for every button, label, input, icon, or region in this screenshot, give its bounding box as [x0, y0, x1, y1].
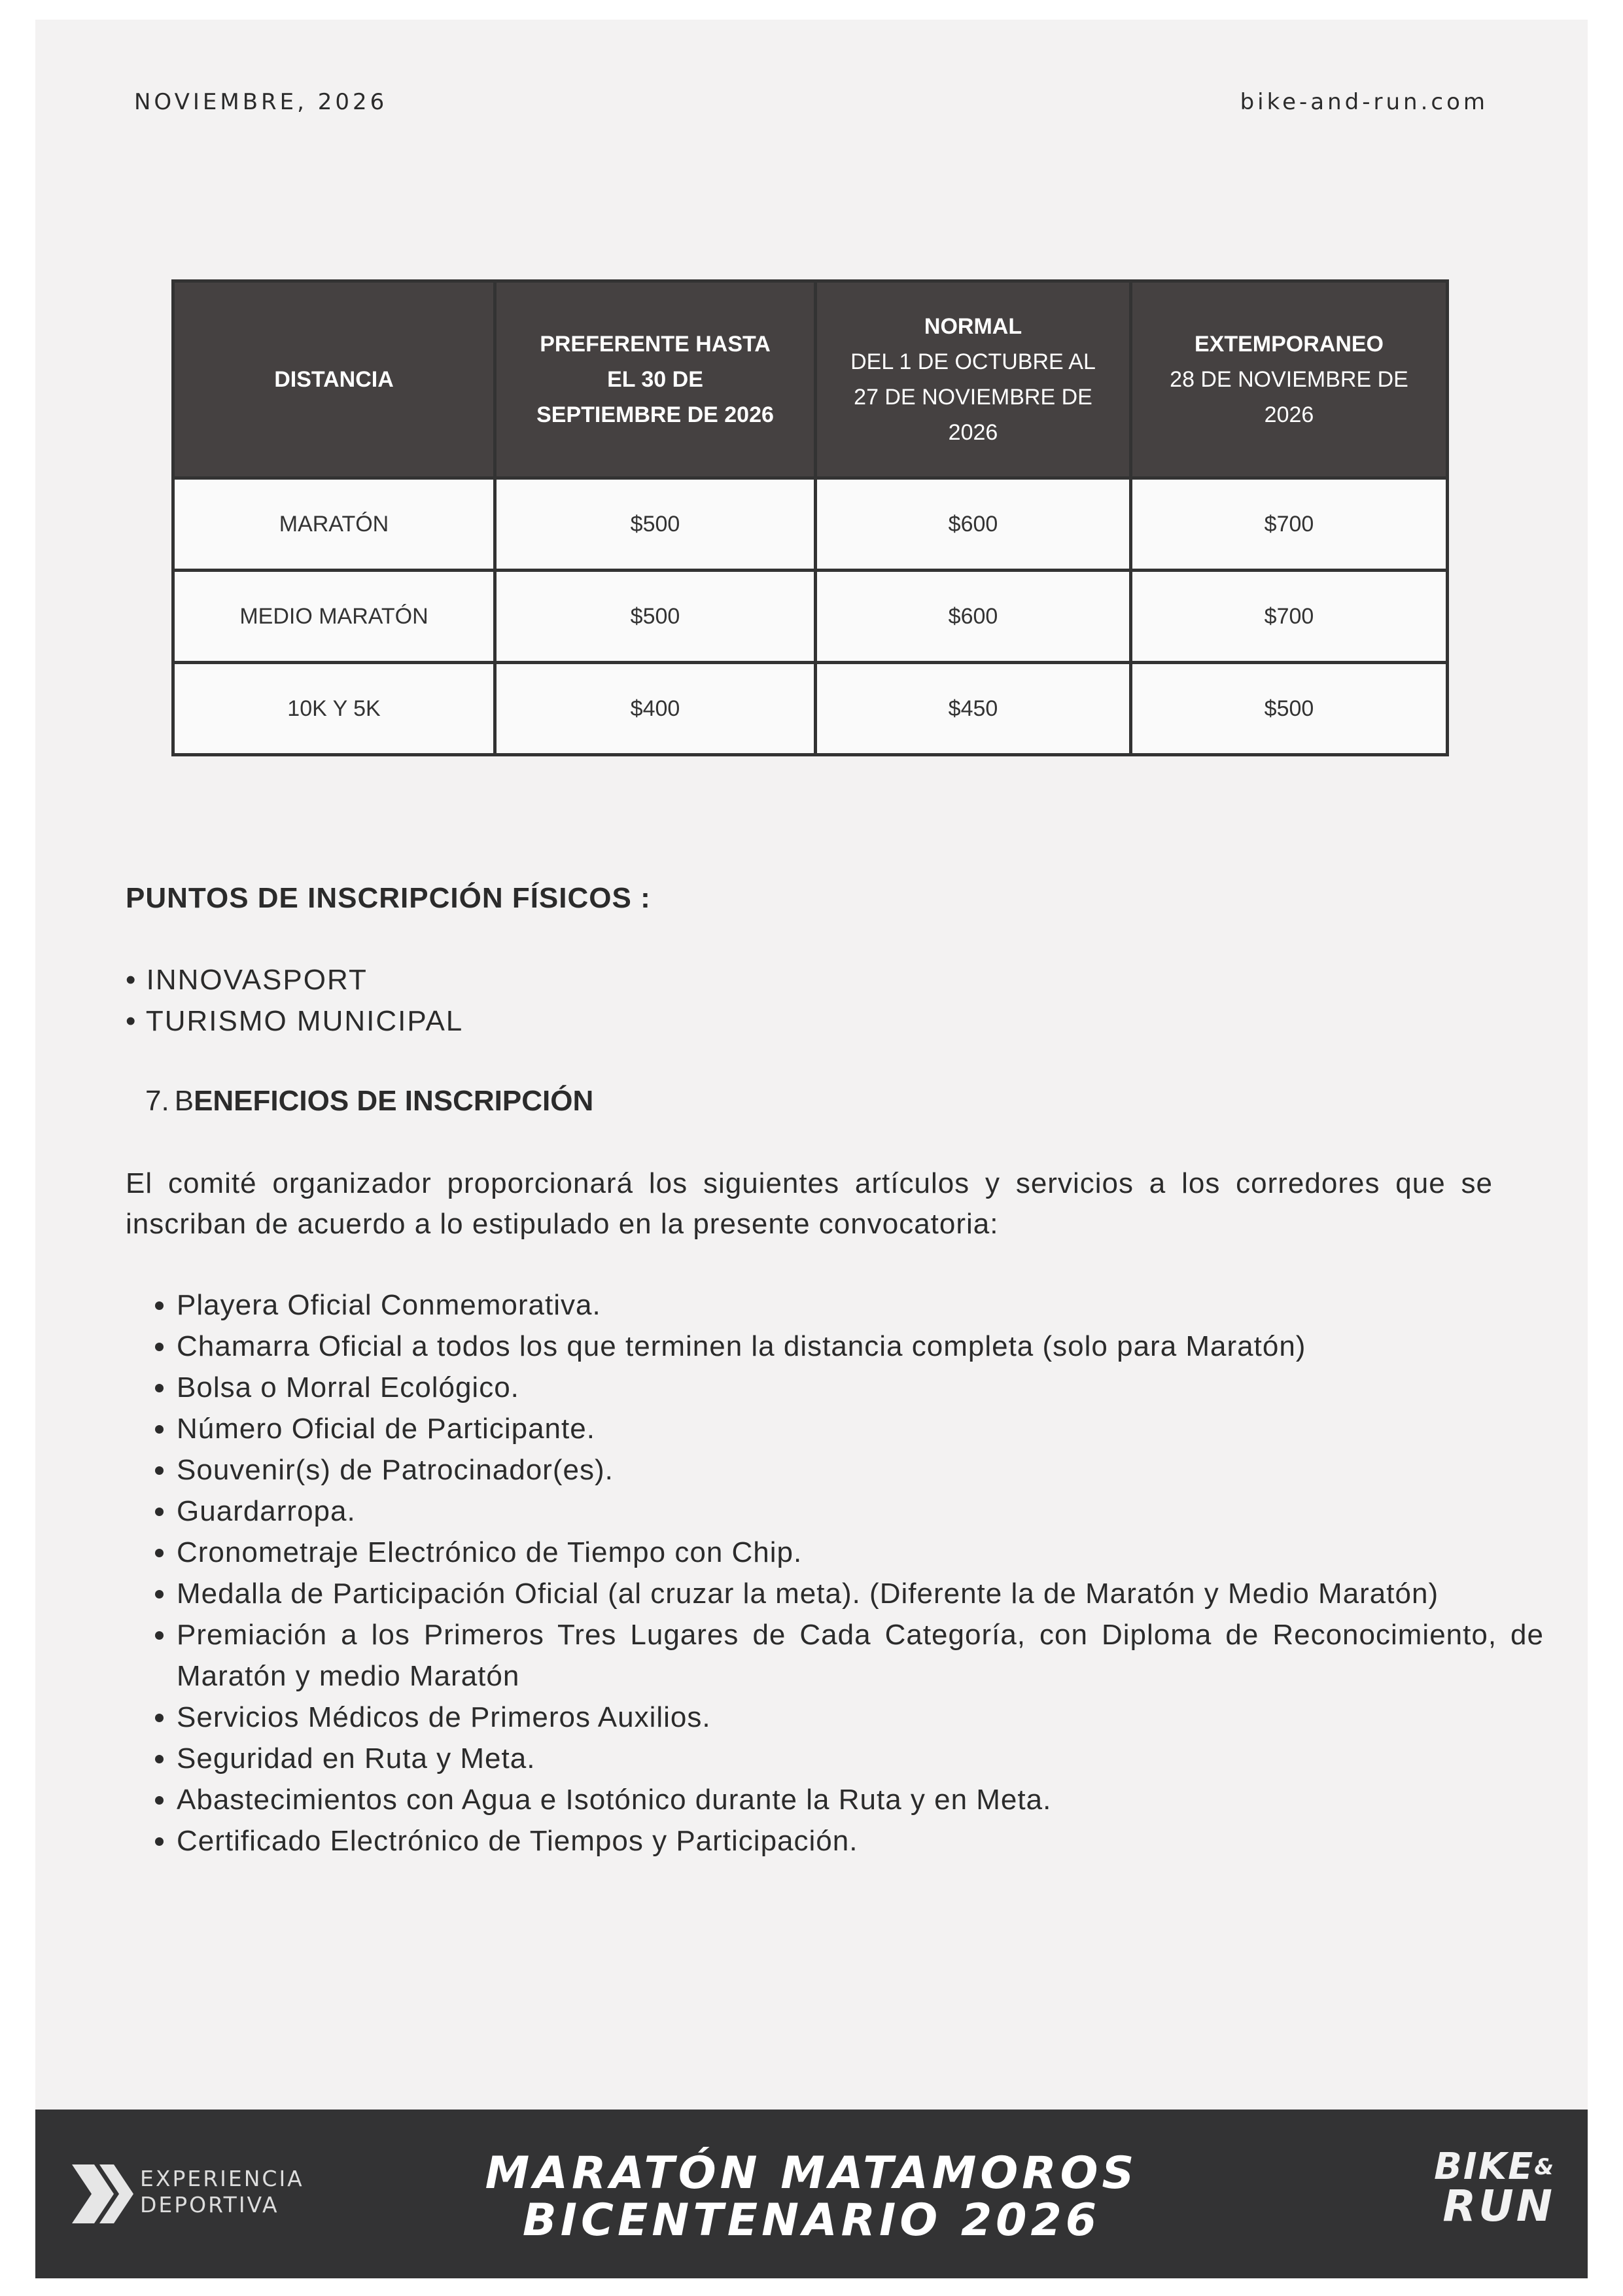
- section-number: 7.: [145, 1085, 169, 1117]
- list-item: • Número Oficial de Participante.: [177, 1408, 1544, 1449]
- logo-run: RUN: [1442, 2181, 1555, 2231]
- header-normal: [816, 281, 1131, 478]
- table-cell: 10K Y 5K: [173, 663, 495, 755]
- table-cell: $450: [816, 663, 1131, 755]
- header-date: NOVIEMBRE, 2026: [134, 89, 388, 115]
- table-cell: $700: [1131, 571, 1448, 663]
- event-title-line-1: MARATÓN MATAMOROS: [485, 2147, 1138, 2199]
- brand-line-1: EXPERIENCIA: [140, 2166, 304, 2191]
- table-cell: MARATÓN: [173, 478, 495, 571]
- logo-bike-line: [1365, 2146, 1555, 2188]
- table-row: [173, 571, 1448, 663]
- bike-and-run-logo: [1365, 2146, 1555, 2231]
- table-cell: $600: [816, 478, 1131, 571]
- header-extemporaneo-dates: 28 DE NOVIEMBRE DE 2026: [1170, 367, 1408, 427]
- header-distance-label: DISTANCIA: [274, 367, 394, 392]
- registration-point: • INNOVASPORT: [126, 964, 368, 996]
- benefits-heading-first-letter: B: [174, 1085, 194, 1117]
- logo-ampersand: &: [1534, 2154, 1555, 2180]
- logo-bike: BIKE: [1434, 2146, 1535, 2188]
- table-cell: $700: [1131, 478, 1448, 571]
- header-normal-dates: DEL 1 DE OCTUBRE AL 27 DE NOVIEMBRE DE 2026: [850, 349, 1096, 445]
- benefits-heading: [145, 1085, 593, 1118]
- table-row: [173, 663, 1448, 755]
- table-row: [173, 478, 1448, 571]
- footer-banner: [35, 2110, 1588, 2278]
- header-distance: [173, 281, 495, 478]
- list-item: • Servicios Médicos de Primeros Auxilios.: [177, 1697, 1544, 1738]
- list-item: • Chamarra Oficial a todos los que terminen la distancia completa (solo para Maratón): [177, 1326, 1544, 1367]
- list-item: • Playera Oficial Conmemorativa.: [177, 1284, 1544, 1326]
- list-item: • Bolsa o Morral Ecológico.: [177, 1367, 1544, 1408]
- header-extemporaneo-label: EXTEMPORANEO: [1194, 332, 1384, 357]
- table-cell: $500: [495, 571, 816, 663]
- header-preferente-label: PREFERENTE HASTA EL 30 DE SEPTIEMBRE DE 2026: [536, 332, 774, 427]
- header-preferente: [495, 281, 816, 478]
- list-item: • Medalla de Participación Oficial (al cruzar la meta). (Diferente la de Maratón y Medio Maratón): [177, 1573, 1544, 1614]
- event-title-line-2: BICENTENARIO 2026: [522, 2195, 1101, 2246]
- list-item: • Abastecimientos con Agua e Isotónico durante la Ruta y en Meta.: [177, 1779, 1544, 1820]
- list-item: • Premiación a los Primeros Tres Lugares de Cada Categoría, con Diploma de Reconocimiento, de Maratón y medio Maratón: [177, 1614, 1544, 1697]
- list-item: • Cronometraje Electrónico de Tiempo con Chip.: [177, 1532, 1544, 1573]
- event-title: [35, 2147, 1588, 2246]
- benefits-heading-rest: ENEFICIOS DE INSCRIPCIÓN: [194, 1085, 594, 1117]
- list-item: • Guardarropa.: [177, 1491, 1544, 1532]
- price-table-header-row: [173, 281, 1448, 478]
- registration-points-heading: PUNTOS DE INSCRIPCIÓN FÍSICOS :: [126, 882, 651, 914]
- table-cell: $400: [495, 663, 816, 755]
- list-item: • Certificado Electrónico de Tiempos y Participación.: [177, 1820, 1544, 1862]
- list-item: • Souvenir(s) de Patrocinador(es).: [177, 1449, 1544, 1491]
- list-item: • Seguridad en Ruta y Meta.: [177, 1738, 1544, 1779]
- header-website: bike-and-run.com: [1240, 89, 1488, 115]
- benefits-intro: El comité organizador proporcionará los siguientes artículos y servicios a los corredores que se inscriban de acuerdo a lo estipulado en la presente convocatoria:: [126, 1167, 1493, 1240]
- registration-point: • TURISMO MUNICIPAL: [126, 1005, 464, 1037]
- table-cell: MEDIO MARATÓN: [173, 571, 495, 663]
- table-cell: $600: [816, 571, 1131, 663]
- table-cell: $500: [1131, 663, 1448, 755]
- table-cell: $500: [495, 478, 816, 571]
- header-extemporaneo: [1131, 281, 1448, 478]
- header-normal-label: NORMAL: [924, 314, 1022, 339]
- brand-line-2: DEPORTIVA: [140, 2192, 279, 2217]
- benefits-list: [126, 1284, 1544, 1862]
- price-table: [171, 279, 1449, 756]
